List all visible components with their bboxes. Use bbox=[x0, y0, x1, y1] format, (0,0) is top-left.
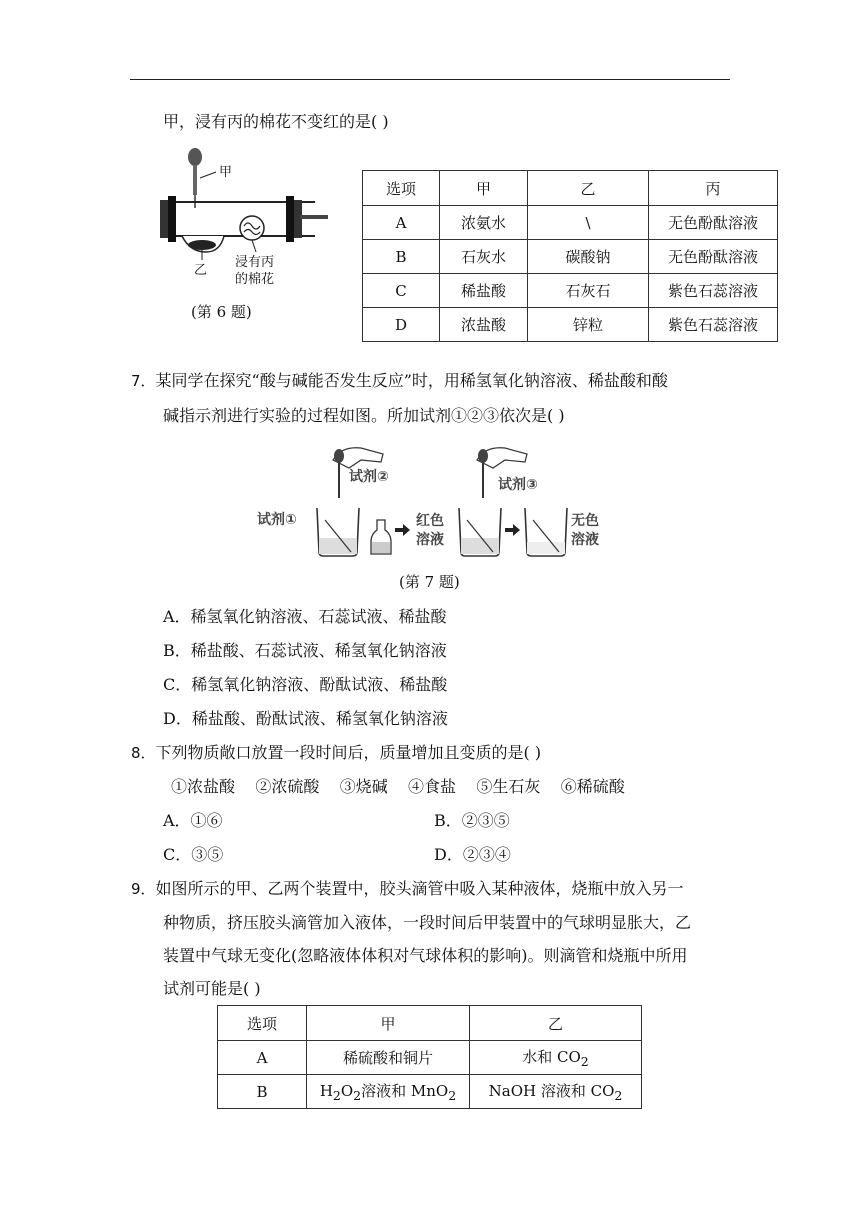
table-header-row bbox=[218, 1006, 642, 1041]
label-red-line2: 溶液 bbox=[416, 532, 444, 548]
table-header-cell: 选项 bbox=[363, 171, 440, 206]
table-header-cell: 甲 bbox=[440, 171, 528, 206]
table-row bbox=[363, 274, 778, 308]
table-cell: A bbox=[218, 1041, 307, 1075]
q9-stem-line2: 种物质，挤压胶头滴管加入液体，一段时间后甲装置中的气球明显胀大，乙 bbox=[163, 913, 692, 932]
q7-option-a: A．稀氢氧化钠溶液、石蕊试液、稀盐酸 bbox=[163, 607, 447, 626]
table-row bbox=[218, 1041, 642, 1075]
q6-stem-tail: 甲，浸有丙的棉花不变红的是( ) bbox=[163, 112, 389, 131]
formula-text: 溶液和 MnO bbox=[361, 1082, 449, 1100]
subscript: 2 bbox=[353, 1088, 362, 1103]
label-reagent-3: 试剂③ bbox=[498, 477, 538, 493]
arrow-icon bbox=[395, 524, 410, 536]
table-cell bbox=[470, 1041, 642, 1075]
q9-stem-line3: 装置中气球无变化(忽略液体体积对气球体积的影响)。则滴管和烧瓶中所用 bbox=[163, 946, 688, 965]
q7-option-c: C．稀氢氧化钠溶液、酚酞试液、稀盐酸 bbox=[163, 675, 448, 694]
table-header-cell: 选项 bbox=[218, 1006, 307, 1041]
table-cell: C bbox=[363, 274, 440, 308]
label-jia: 甲 bbox=[219, 165, 233, 180]
table-cell: 紫色石蕊溶液 bbox=[649, 274, 778, 308]
question-number: 8． bbox=[131, 744, 156, 762]
table-cell: B bbox=[363, 240, 440, 274]
subscript: 2 bbox=[614, 1088, 623, 1103]
q8-option-a: A．①⑥ bbox=[163, 811, 223, 830]
table-cell: 石灰石 bbox=[528, 274, 649, 308]
table-cell bbox=[470, 1075, 642, 1109]
table-header-cell: 乙 bbox=[470, 1006, 642, 1041]
label-yi: 乙 bbox=[194, 263, 208, 278]
formula-text: NaOH 溶液和 CO bbox=[488, 1082, 615, 1100]
table-cell: 紫色石蕊溶液 bbox=[649, 308, 778, 342]
cotton-ball bbox=[240, 216, 264, 240]
question-number: 7． bbox=[131, 372, 156, 390]
table-row bbox=[218, 1075, 642, 1109]
subscript: 2 bbox=[448, 1088, 457, 1103]
dropper-bulb bbox=[188, 148, 202, 166]
table-header-row bbox=[363, 171, 778, 206]
q9-options-table bbox=[217, 1005, 642, 1109]
dropper-bulb bbox=[478, 449, 488, 463]
table-cell: 稀盐酸 bbox=[440, 274, 528, 308]
table-cell: 浓盐酸 bbox=[440, 308, 528, 342]
label-colorless-line1: 无色 bbox=[571, 513, 599, 529]
table-row bbox=[363, 240, 778, 274]
table-cell: B bbox=[218, 1075, 307, 1109]
q9-stem-line1 bbox=[131, 879, 684, 899]
table-cell: 碳酸钠 bbox=[528, 240, 649, 274]
table-header-cell: 甲 bbox=[307, 1006, 470, 1041]
label-cotton-line2: 的棉花 bbox=[235, 272, 275, 287]
q9-stem-line4: 试剂可能是( ) bbox=[163, 979, 261, 998]
q8-option-b: B．②③⑤ bbox=[434, 811, 510, 830]
q7-caption: (第 7 题) bbox=[399, 573, 460, 591]
table-cell bbox=[307, 1075, 470, 1109]
q6-options-table bbox=[362, 170, 778, 342]
q7-stem-line2: 碱指示剂进行实验的过程如图。所加试剂①②③依次是( ) bbox=[163, 406, 565, 425]
table-cell: A bbox=[363, 206, 440, 240]
q6-caption: (第 6 题) bbox=[191, 303, 252, 321]
q8-stem-line bbox=[131, 743, 541, 763]
table-header-cell: 丙 bbox=[649, 171, 778, 206]
table-cell: 锌粒 bbox=[528, 308, 649, 342]
subscript: 2 bbox=[332, 1088, 341, 1103]
dropper-bulb bbox=[334, 449, 344, 463]
q8-option-c: C．③⑤ bbox=[163, 845, 224, 864]
top-rule bbox=[130, 79, 730, 80]
arrow-icon bbox=[505, 524, 520, 536]
table-cell: \ bbox=[528, 206, 649, 240]
q8-option-d: D．②③④ bbox=[434, 845, 511, 864]
table-row bbox=[363, 206, 778, 240]
table-cell: 无色酚酞溶液 bbox=[649, 206, 778, 240]
table-row bbox=[363, 308, 778, 342]
table-cell: 稀硫酸和铜片 bbox=[307, 1041, 470, 1075]
q7-option-b: B．稀盐酸、石蕊试液、稀氢氧化钠溶液 bbox=[163, 641, 447, 660]
formula-text: H bbox=[319, 1082, 333, 1100]
label-reagent-1: 试剂① bbox=[257, 512, 297, 528]
q7-stem-line1 bbox=[131, 371, 668, 391]
table-cell: 浓氨水 bbox=[440, 206, 528, 240]
table-header-cell: 乙 bbox=[528, 171, 649, 206]
q7-stem-text-1: 某同学在探究“酸与碱能否发生反应”时，用稀氢氧化钠溶液、稀盐酸和酸 bbox=[155, 371, 668, 390]
label-reagent-2: 试剂② bbox=[349, 469, 389, 485]
label-colorless-line2: 溶液 bbox=[571, 532, 599, 548]
table-cell: 无色酚酞溶液 bbox=[649, 240, 778, 274]
label-cotton-line1: 浸有丙 bbox=[235, 255, 275, 270]
formula-text: O bbox=[340, 1082, 354, 1100]
table-cell: 石灰水 bbox=[440, 240, 528, 274]
table-cell: D bbox=[363, 308, 440, 342]
question-number: 9． bbox=[131, 880, 156, 898]
q9-stem-text-1: 如图所示的甲、乙两个装置中，胶头滴管中吸入某种液体，烧瓶中放入另一 bbox=[155, 879, 684, 898]
label-red-line1: 红色 bbox=[416, 513, 444, 529]
q7-option-d: D．稀盐酸、酚酞试液、稀氢氧化钠溶液 bbox=[163, 709, 448, 728]
q8-items: ①浓盐酸 ②浓硫酸 ③烧碱 ④食盐 ⑤生石灰 ⑥稀硫酸 bbox=[171, 777, 625, 796]
q8-stem-text: 下列物质敞口放置一段时间后，质量增加且变质的是( ) bbox=[155, 743, 542, 762]
subscript: 2 bbox=[580, 1054, 589, 1069]
formula-text: 水和 CO bbox=[522, 1048, 581, 1066]
